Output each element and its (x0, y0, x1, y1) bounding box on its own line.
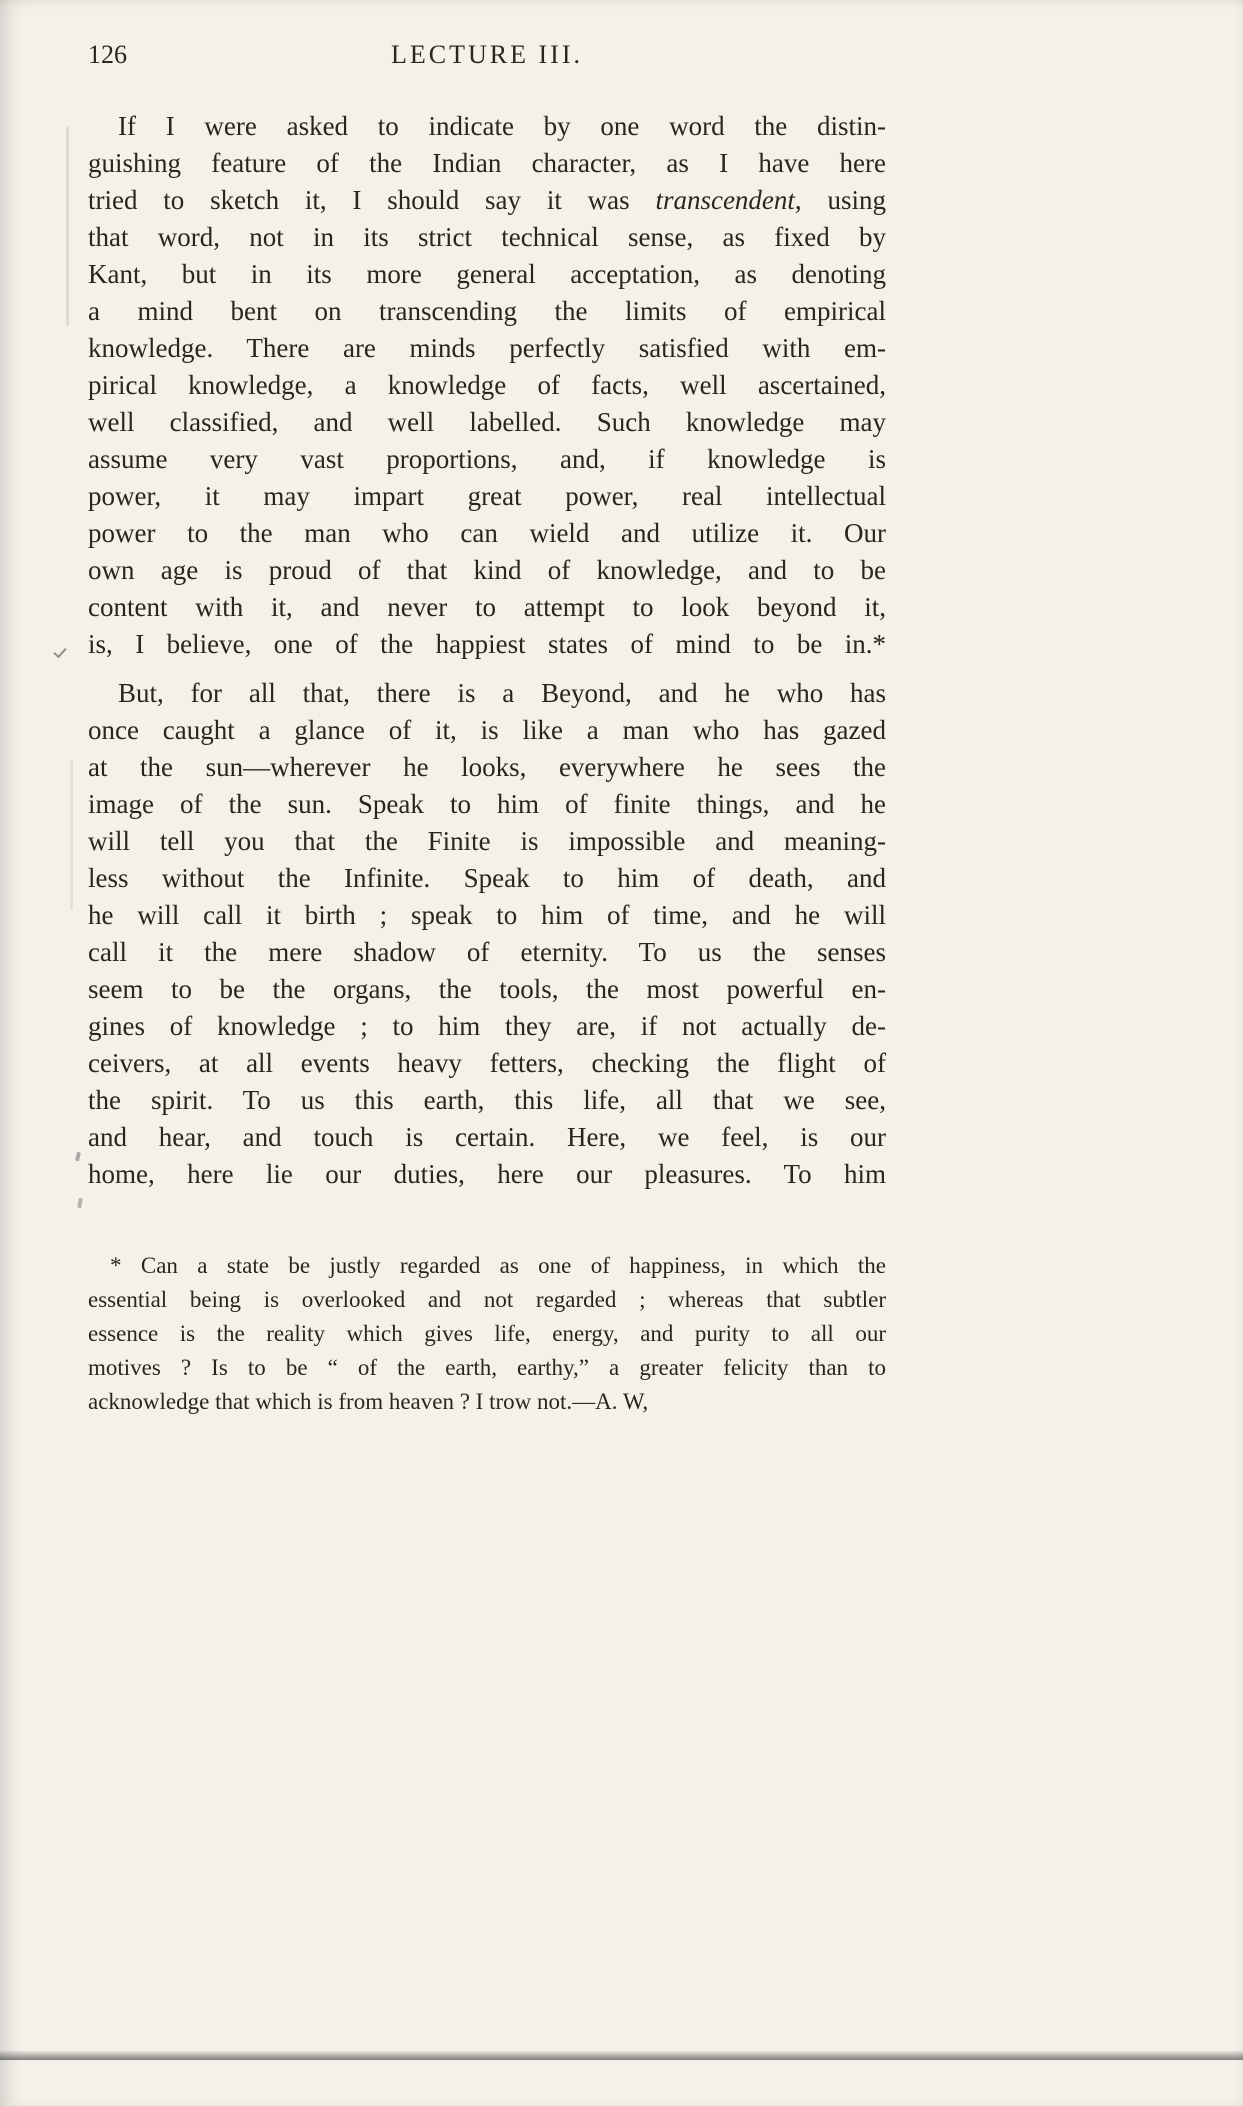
footnote (88, 1249, 886, 1419)
text-line: is, I believe, one of the happiest states of mind to be in.* (88, 629, 886, 659)
scan-artifact-mark (77, 1198, 83, 1209)
running-title: LECTURE III. (391, 40, 583, 69)
text-line: once caught a glance of it, is like a man who has gazed (88, 715, 886, 745)
text-line: But, for all that, there is a Beyond, and he who has (118, 678, 886, 708)
text-line: gines of knowledge ; to him they are, if not actually de- (88, 1011, 886, 1041)
footnote-line: essence is the reality which gives life, energy, and purity to all our (88, 1321, 886, 1346)
text-segment: , using (794, 185, 886, 215)
text-line: guishing feature of the Indian character, as I have here (88, 148, 886, 178)
text-line (88, 182, 886, 219)
scan-artifact-mark (75, 1152, 81, 1162)
text-line: he will call it birth ; speak to him of time, and he will (88, 900, 886, 930)
scan-edge-dark-band (0, 2060, 1243, 2106)
text-line: seem to be the organs, the tools, the most powerful en- (88, 974, 886, 1004)
text-line: content with it, and never to attempt to look beyond it, (88, 592, 886, 622)
text-line: power, it may impart great power, real intellectual (88, 481, 886, 511)
paragraph-1 (88, 108, 886, 663)
text-line: well classified, and well labelled. Such knowledge may (88, 407, 886, 437)
text-line: own age is proud of that kind of knowledge, and to be (88, 555, 886, 585)
text-line: pirical knowledge, a knowledge of facts, well ascertained, (88, 370, 886, 400)
footnote-line: essential being is overlooked and not regarded ; whereas that subtler (88, 1287, 886, 1312)
text-line: that word, not in its strict technical sense, as fixed by (88, 222, 886, 252)
text-line: a mind bent on transcending the limits of empirical (88, 296, 886, 326)
page-header (88, 40, 886, 76)
text-line: Kant, but in its more general acceptation, as denoting (88, 259, 886, 289)
scan-artifact-smudge (70, 760, 73, 910)
text-line: and hear, and touch is certain. Here, we feel, is our (88, 1122, 886, 1152)
text-line: ceivers, at all events heavy fetters, checking the flight of (88, 1048, 886, 1078)
footnote-line: acknowledge that which is from heaven ? I trow not.—A. W, (88, 1389, 649, 1414)
text-line: knowledge. There are minds perfectly satisfied with em- (88, 333, 886, 363)
text-line: image of the sun. Speak to him of finite things, and he (88, 789, 886, 819)
text-segment: tried to sketch it, I should say it was (88, 185, 656, 215)
page-number: 126 (88, 40, 127, 69)
paragraph-2 (88, 675, 886, 1193)
text-line: assume very vast proportions, and, if knowledge is (88, 444, 886, 474)
text-line: at the sun—wherever he looks, everywhere he sees the (88, 752, 886, 782)
footnote-line: motives ? Is to be “ of the earth, earthy,” a greater felicity than to (88, 1355, 886, 1380)
text-line: home, here lie our duties, here our pleasures. To him (88, 1159, 886, 1189)
text-line: the spirit. To us this earth, this life, all that we see, (88, 1085, 886, 1115)
scan-artifact-checkmark (53, 645, 66, 659)
text-line: power to the man who can wield and utilize it. Our (88, 518, 886, 548)
text-line: If I were asked to indicate by one word the distin- (118, 111, 886, 141)
text-line: will tell you that the Finite is impossible and meaning- (88, 826, 886, 856)
italic-word: transcendent (655, 185, 795, 215)
footnote-line: * Can a state be justly regarded as one of happiness, in which the (110, 1253, 886, 1278)
scan-artifact-smudge (66, 126, 69, 326)
text-line: call it the mere shadow of eternity. To us the senses (88, 937, 886, 967)
body-text (88, 108, 886, 1419)
text-line: less without the Infinite. Speak to him of death, and (88, 863, 886, 893)
